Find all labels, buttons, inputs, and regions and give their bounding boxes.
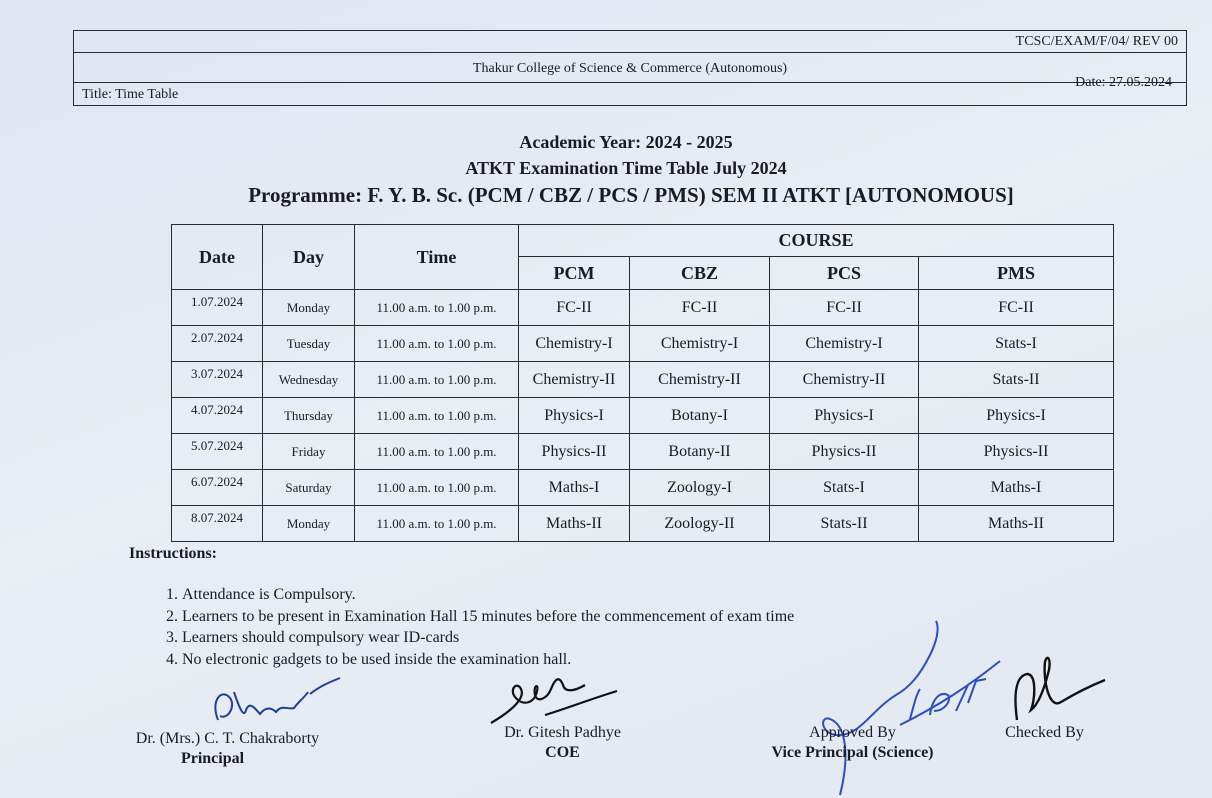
cell-time: 11.00 a.m. to 1.00 p.m.: [355, 290, 519, 326]
cell-cbz: Zoology-II: [630, 506, 770, 542]
cell-cbz: Zoology-I: [630, 470, 770, 506]
cell-cbz: Chemistry-II: [630, 362, 770, 398]
programme-heading: Programme: F. Y. B. Sc. (PCM / CBZ / PCS / PMS) SEM II ATKT [AUTONOMOUS]: [248, 183, 1014, 207]
checked-by-signature: [1005, 640, 1115, 730]
cell-time: 11.00 a.m. to 1.00 p.m.: [355, 398, 519, 434]
header-pms: PMS: [919, 257, 1114, 290]
instructions-title: Instructions:: [129, 545, 218, 562]
header-time: Time: [355, 225, 519, 290]
cell-pcm: FC-II: [519, 290, 630, 326]
cell-time: 11.00 a.m. to 1.00 p.m.: [355, 434, 519, 470]
cell-time: 11.00 a.m. to 1.00 p.m.: [355, 506, 519, 542]
document-date: Date: 27.05.2024: [1075, 75, 1172, 90]
cell-time: 11.00 a.m. to 1.00 p.m.: [355, 362, 519, 398]
cell-time: 11.00 a.m. to 1.00 p.m.: [355, 470, 519, 506]
cell-date: 3.07.2024: [172, 362, 263, 398]
cell-date: 6.07.2024: [172, 470, 263, 506]
cell-cbz: FC-II: [630, 290, 770, 326]
cell-pcs: FC-II: [770, 290, 919, 326]
table-row: [172, 398, 1114, 434]
instructions-list: [160, 584, 794, 670]
header-cbz: CBZ: [630, 257, 770, 290]
table-row: [172, 326, 1114, 362]
coe-signatory: [490, 724, 635, 762]
cell-pcs: Stats-II: [770, 506, 919, 542]
principal-role: Principal: [180, 750, 245, 767]
header-pcs: PCS: [770, 257, 919, 290]
document-header: [73, 30, 1187, 106]
cell-pcm: Physics-I: [519, 398, 630, 434]
cell-date: 5.07.2024: [172, 434, 263, 470]
cell-day: Monday: [263, 506, 355, 542]
instruction-item: 2. Learners to be present in Examination Hall 15 minutes before the commencement of exam time: [182, 606, 794, 628]
cell-pcm: Chemistry-II: [519, 362, 630, 398]
cell-pms: Physics-II: [919, 434, 1114, 470]
principal-signature: [200, 670, 350, 730]
vice-principal-role: Vice Principal (Science): [771, 744, 934, 761]
cell-pms: Stats-I: [919, 326, 1114, 362]
cell-date: 4.07.2024: [172, 398, 263, 434]
table-row: [172, 290, 1114, 326]
cell-pms: Maths-II: [919, 506, 1114, 542]
cell-pcm: Physics-II: [519, 434, 630, 470]
cell-pcs: Chemistry-II: [770, 362, 919, 398]
document-title: Title: Time Table: [82, 87, 179, 102]
table-row: [172, 434, 1114, 470]
cell-day: Friday: [263, 434, 355, 470]
cell-pms: Physics-I: [919, 398, 1114, 434]
cell-pcs: Chemistry-I: [770, 326, 919, 362]
table-row: [172, 470, 1114, 506]
cell-time: 11.00 a.m. to 1.00 p.m.: [355, 326, 519, 362]
instruction-item: 1. Attendance is Compulsory.: [182, 584, 794, 606]
approved-label: Approved By: [809, 724, 896, 741]
principal-signatory: [120, 730, 335, 768]
coe-signature: [485, 665, 625, 727]
coe-name: Dr. Gitesh Padhye: [504, 724, 621, 741]
cell-date: 2.07.2024: [172, 326, 263, 362]
checked-signatory: [992, 724, 1097, 742]
cell-pms: FC-II: [919, 290, 1114, 326]
cell-day: Wednesday: [263, 362, 355, 398]
approved-signatory: [755, 724, 950, 762]
cell-pcm: Maths-II: [519, 506, 630, 542]
cell-day: Thursday: [263, 398, 355, 434]
coe-role: COE: [545, 744, 580, 761]
header-pcm: PCM: [519, 257, 630, 290]
cell-pcs: Physics-II: [770, 434, 919, 470]
vice-principal-signature: [800, 615, 1010, 798]
cell-pcm: Chemistry-I: [519, 326, 630, 362]
exam-heading: ATKT Examination Time Table July 2024: [465, 158, 787, 178]
header-row-code: [74, 31, 1186, 53]
cell-pms: Stats-II: [919, 362, 1114, 398]
table-row: [172, 506, 1114, 542]
cell-day: Monday: [263, 290, 355, 326]
cell-pcs: Stats-I: [770, 470, 919, 506]
cell-date: 8.07.2024: [172, 506, 263, 542]
timetable: [171, 224, 1114, 542]
checked-label: Checked By: [1005, 724, 1084, 741]
cell-pms: Maths-I: [919, 470, 1114, 506]
academic-year-heading: Academic Year: 2024 - 2025: [519, 132, 733, 152]
college-name: Thakur College of Science & Commerce (Autonomous): [472, 61, 788, 76]
instruction-item: 4. No electronic gadgets to be used inside the examination hall.: [182, 649, 794, 671]
header-course: COURSE: [519, 225, 1114, 257]
header-date: Date: [172, 225, 263, 290]
header-day: Day: [263, 225, 355, 290]
cell-day: Saturday: [263, 470, 355, 506]
cell-cbz: Botany-II: [630, 434, 770, 470]
principal-name: Dr. (Mrs.) C. T. Chakraborty: [135, 730, 320, 747]
table-row: [172, 362, 1114, 398]
cell-pcm: Maths-I: [519, 470, 630, 506]
cell-cbz: Chemistry-I: [630, 326, 770, 362]
cell-pcs: Physics-I: [770, 398, 919, 434]
form-code: TCSC/EXAM/F/04/ REV 00: [1015, 34, 1178, 49]
header-row-college: [74, 53, 1186, 83]
cell-cbz: Botany-I: [630, 398, 770, 434]
cell-date: 1.07.2024: [172, 290, 263, 326]
header-row-title: [74, 75, 1186, 105]
cell-day: Tuesday: [263, 326, 355, 362]
instruction-item: 3. Learners should compulsory wear ID-cards: [182, 627, 794, 649]
